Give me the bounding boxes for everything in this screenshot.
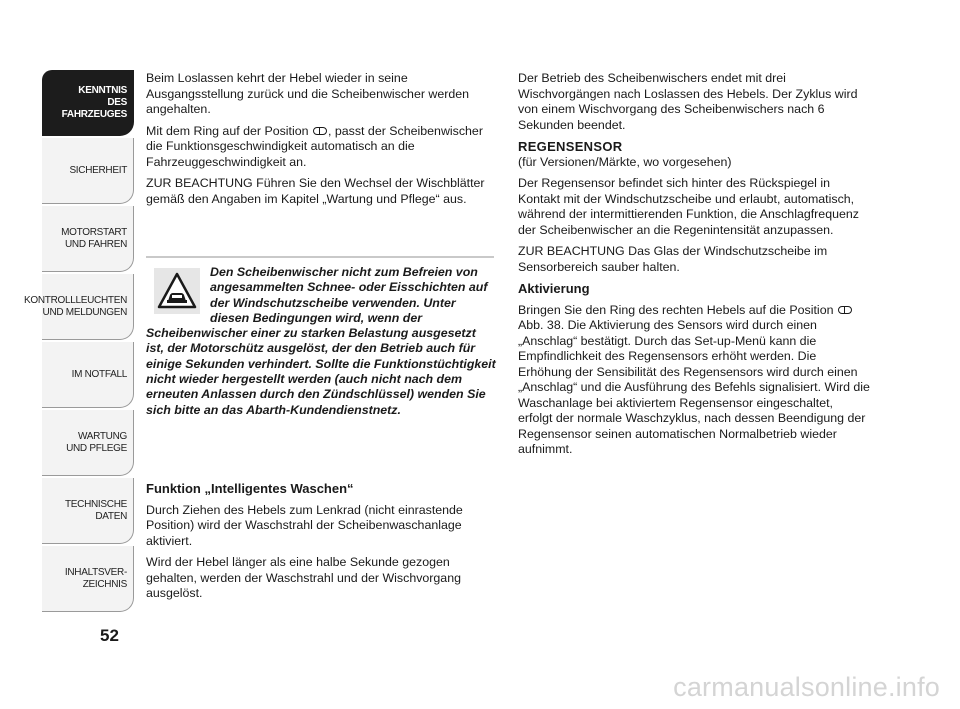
auto-position-symbol-icon — [313, 127, 327, 135]
watermark: carmanualsonline.info — [673, 672, 940, 702]
text-span: Abb. 38. Die Aktivierung des Sensors wird durch einen „Anschlag“ bestätigt. Durch das Set-up-Menü kann die Empfindlichkeit des Regensensors erhöht werden. Die Erhöhung der Sensibilität des Regensensors wird durch einen „Anschlag“ und die Ausführung des Befehls signalisiert. Wird die Waschanlage bei aktiviertem Regensensor eingeschaltet, erfolgt der normale Waschzyklus, nach dessen Beendigung der Regensensor seinen automatischen Normalbetrieb wieder aufnimmt. — [518, 318, 870, 456]
tab-label: MOTORSTART UND FAHREN — [61, 226, 127, 250]
tab-sicherheit[interactable] — [42, 138, 134, 204]
tab-motorstart-und-fahren[interactable] — [42, 206, 134, 272]
section-heading: Aktivierung — [518, 281, 590, 296]
section-heading: Funktion „Intelligentes Waschen“ — [146, 481, 354, 496]
auto-position-symbol-icon — [838, 306, 852, 314]
warning-box — [146, 265, 496, 418]
tab-label: INHALTSVER- ZEICHNIS — [64, 566, 127, 590]
chapter-sidebar — [24, 70, 134, 614]
text-span: Mit dem Ring auf der Position — [146, 123, 312, 138]
tab-im-notfall[interactable] — [42, 342, 134, 408]
tab-label: KONTROLLLEUCHTEN UND MELDUNGEN — [24, 294, 127, 318]
warning-car-icon — [154, 268, 200, 314]
tab-label: SICHERHEIT — [69, 164, 127, 176]
text-span: Bringen Sie den Ring des rechten Hebels auf die Position — [518, 302, 837, 317]
divider — [146, 256, 494, 258]
section-subtitle: (für Versionen/Märkte, wo vorgesehen) — [518, 154, 732, 169]
page-number: 52 — [100, 626, 119, 645]
section-heading: REGENSENSOR — [518, 139, 623, 154]
paragraph: Wird der Hebel länger als eine halbe Sekunde gezogen gehalten, werden der Waschstrahl und der Wischvorgang ausgelöst. — [146, 555, 461, 600]
intelligent-wash-section — [146, 481, 496, 608]
tab-kontrollleuchten-und-meldungen[interactable] — [24, 274, 134, 340]
tab-label: KENNTNIS DES FAHRZEUGES — [61, 84, 127, 120]
warning-text: Den Scheibenwischer nicht zum Befreien von angesammelten Schnee- oder Eisschichten auf der Windschutzscheibe verwenden. Unter diesen Bedingungen wird, wenn der Scheibenwischer einer zu starken Belastung ausgesetzt ist, der Motorschütz ausgelöst, der den Betrieb auch für einige Sekunden verhindert. Sollte die Funktionstüchtigkeit nicht wieder hergestellt werden (auch nicht nach dem erneuten Anlassen durch den Zündschlüssel) wenden Sie sich bitte an das Abarth-Kundendienstnetz. — [146, 265, 496, 417]
tab-kenntnis-des-fahrzeuges[interactable] — [42, 70, 134, 136]
paragraph: Beim Loslassen kehrt der Hebel wieder in seine Ausgangsstellung zurück und die Scheibenwischer werden angehalten. — [146, 71, 470, 116]
right-column — [518, 71, 870, 464]
tab-label: WARTUNG UND PFLEGE — [66, 430, 127, 454]
tab-label: TECHNISCHE DATEN — [64, 498, 127, 522]
paragraph: Durch Ziehen des Hebels zum Lenkrad (nicht einrastende Position) wird der Waschstrahl der Scheibenwaschanlage aktiviert. — [146, 502, 463, 548]
left-column — [146, 71, 494, 213]
text-span: , passt der Scheibenwischer die Funktionsgeschwindigkeit automatisch an die Fahrzeuggeschwindigkeit an. — [146, 123, 483, 169]
tab-inhaltsverzeichnis[interactable] — [42, 546, 134, 612]
paragraph — [146, 124, 494, 171]
paragraph: Der Betrieb des Scheibenwischers endet mit drei Wischvorgängen nach Loslassen des Hebels. Der Zyklus wird von einem Wischvorgang des Scheibenwischers nach 6 Sekunden beendet. — [518, 71, 858, 132]
paragraph — [518, 303, 870, 458]
note-paragraph: ZUR BEACHTUNG Das Glas der Windschutzscheibe im Sensorbereich sauber halten. — [518, 244, 828, 274]
tab-technische-daten[interactable] — [42, 478, 134, 544]
tab-wartung-und-pflege[interactable] — [42, 410, 134, 476]
tab-label: IM NOTFALL — [71, 368, 127, 380]
note-paragraph: ZUR BEACHTUNG Führen Sie den Wechsel der Wischblätter gemäß den Angaben im Kapitel „Wartung und Pflege“ aus. — [146, 176, 485, 206]
paragraph: Der Regensensor befindet sich hinter des Rückspiegel in Kontakt mit der Windschutzscheibe und erlaubt, automatisch, während der intermittierenden Funktion, die Anschlagfrequenz der Scheibenwischer an die Regenintensität anzupassen. — [518, 176, 859, 237]
